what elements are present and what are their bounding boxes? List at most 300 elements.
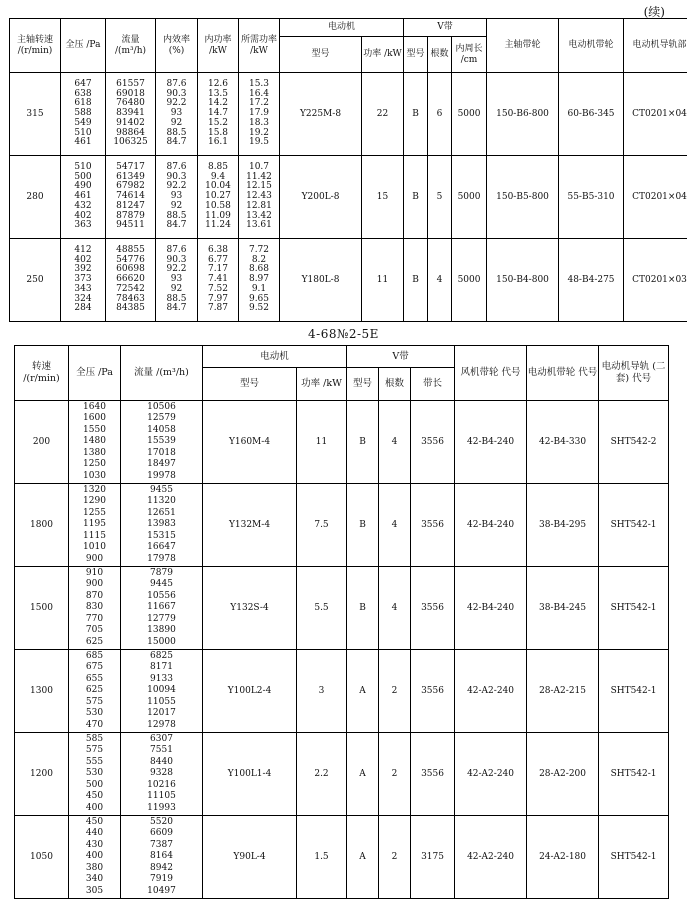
pressure-cell-value: 373 xyxy=(74,274,92,285)
speed-cell: 1300 xyxy=(15,650,69,733)
table-row xyxy=(15,650,669,733)
required-power-cell-value: 10.7 xyxy=(248,161,270,172)
internal-power-cell-value: 7.52 xyxy=(207,283,229,294)
pressure-cell-value: 1010 xyxy=(83,542,106,553)
pressure-cell-value: 440 xyxy=(85,828,104,839)
internal-power-cell-value: 11.24 xyxy=(205,220,231,231)
flow-cell-value: 7551 xyxy=(150,745,173,756)
continued-label: (续) xyxy=(643,5,665,19)
pressure-cell xyxy=(69,650,121,733)
motor-model-cell: Y200L-8 xyxy=(280,156,362,239)
efficiency-cell-value: 87.6 xyxy=(166,78,187,89)
motor-pulley-cell: 60-B6-345 xyxy=(559,73,624,156)
vbelt-length-cell: 3556 xyxy=(411,733,455,816)
pressure-cell-value: 461 xyxy=(74,137,92,148)
flow-cell-value: 11055 xyxy=(147,696,176,707)
motor-model-cell: Y132S-4 xyxy=(203,567,297,650)
header-speed: 主轴转速 /(r/min) xyxy=(10,19,61,73)
motor-rail-cell: SHT542-1 xyxy=(599,567,669,650)
efficiency-cell-value: 92 xyxy=(170,283,183,294)
motor-rail-cell: CT0201×04 xyxy=(624,73,687,156)
flow-cell xyxy=(121,484,203,567)
pressure-cell-value: 284 xyxy=(74,303,92,314)
motor-rail-cell: SHT542-1 xyxy=(599,650,669,733)
required-power-cell xyxy=(239,156,280,239)
pressure-cell-value: 575 xyxy=(85,745,104,756)
efficiency-cell-value: 93 xyxy=(170,191,183,202)
flow-cell-value: 8164 xyxy=(150,851,173,862)
pressure-cell-value: 770 xyxy=(85,613,104,624)
pressure-cell-value: 705 xyxy=(85,625,104,636)
flow-cell-value: 48855 xyxy=(116,244,145,255)
table-row xyxy=(15,567,669,650)
pressure-cell-value: 470 xyxy=(85,719,104,730)
pressure-cell-value: 432 xyxy=(74,200,92,211)
flow-cell-value: 67982 xyxy=(116,181,145,192)
efficiency-cell xyxy=(156,156,198,239)
flow-cell xyxy=(121,567,203,650)
pressure-cell-value: 1380 xyxy=(83,447,106,458)
motor-power-cell: 15 xyxy=(362,156,404,239)
header-motor-model: 型号 xyxy=(280,37,362,73)
internal-power-cell-value: 13.5 xyxy=(207,88,229,99)
flow-cell-value: 10094 xyxy=(147,685,176,696)
internal-power-cell-value: 10.58 xyxy=(205,200,231,211)
internal-power-cell-value: 7.17 xyxy=(207,264,229,275)
pressure-cell-value: 305 xyxy=(85,885,104,896)
header-flow: 流量 /(m³/h) xyxy=(121,346,203,401)
flow-cell-value: 12779 xyxy=(147,613,176,624)
pressure-cell-value: 870 xyxy=(85,590,104,601)
flow-cell-value: 81247 xyxy=(116,200,145,211)
vbelt-type-cell: B xyxy=(347,401,379,484)
header-speed: 转速 /(r/min) xyxy=(15,346,69,401)
required-power-cell-value: 8.2 xyxy=(251,254,267,265)
spindle-pulley-cell: 150-B4-800 xyxy=(487,239,559,322)
required-power-cell-value: 12.15 xyxy=(246,181,272,192)
flow-cell-value: 12579 xyxy=(147,413,176,424)
vbelt-length-cell: 3556 xyxy=(411,650,455,733)
vbelt-type-cell: A xyxy=(347,733,379,816)
efficiency-cell-value: 92.2 xyxy=(166,264,187,275)
pressure-cell-value: 412 xyxy=(74,244,92,255)
pressure-cell-value: 490 xyxy=(74,181,92,192)
pressure-cell-value: 392 xyxy=(74,264,92,275)
motor-pulley-cell: 38-B4-245 xyxy=(527,567,599,650)
motor-rail-cell: CT0201×04 xyxy=(624,156,687,239)
header-vbelt-length: 内周长 /cm xyxy=(452,37,487,73)
required-power-cell-value: 12.43 xyxy=(246,191,272,202)
header-vbelt-count: 根数 xyxy=(428,37,452,73)
internal-power-cell-value: 6.77 xyxy=(207,254,229,265)
flow-cell-value: 12651 xyxy=(147,507,176,518)
vbelt-type-cell: A xyxy=(347,816,379,899)
pressure-cell-value: 910 xyxy=(85,568,104,579)
pressure-cell-value: 647 xyxy=(74,78,92,89)
pressure-cell-value: 655 xyxy=(85,673,104,684)
flow-cell-value: 76480 xyxy=(116,98,145,109)
speed-cell: 280 xyxy=(10,156,61,239)
required-power-cell-value: 9.65 xyxy=(248,293,270,304)
flow-cell-value: 9133 xyxy=(150,673,173,684)
required-power-cell-value: 19.2 xyxy=(248,127,270,138)
flow-cell-value: 83941 xyxy=(116,108,145,119)
flow-cell-value: 7919 xyxy=(150,874,173,885)
motor-model-cell: Y180L-8 xyxy=(280,239,362,322)
vbelt-type-cell: B xyxy=(347,567,379,650)
pressure-cell-value: 461 xyxy=(74,191,92,202)
pressure-cell-value: 343 xyxy=(74,283,92,294)
vbelt-length-cell: 3556 xyxy=(411,401,455,484)
pressure-cell-value: 400 xyxy=(85,851,104,862)
pressure-cell-value: 510 xyxy=(74,161,92,172)
required-power-cell-value: 9.1 xyxy=(251,283,267,294)
flow-cell-value: 13983 xyxy=(147,519,176,530)
vbelt-count-cell: 4 xyxy=(379,567,411,650)
required-power-cell-value: 16.4 xyxy=(248,88,270,99)
efficiency-cell-value: 88.5 xyxy=(166,127,187,138)
flow-cell-value: 8171 xyxy=(150,662,173,673)
header-pressure: 全压 /Pa xyxy=(69,346,121,401)
pressure-cell-value: 450 xyxy=(85,791,104,802)
flow-cell-value: 13890 xyxy=(147,625,176,636)
vbelt-count-cell: 6 xyxy=(428,73,452,156)
flow-cell-value: 12017 xyxy=(147,708,176,719)
header-flow: 流量 /(m³/h) xyxy=(106,19,156,73)
motor-rail-cell: SHT542-1 xyxy=(599,733,669,816)
fan-spec-table-2 xyxy=(14,345,669,899)
efficiency-cell-value: 84.7 xyxy=(166,137,187,148)
pressure-cell-value: 363 xyxy=(74,220,92,231)
flow-cell-value: 16647 xyxy=(147,542,176,553)
vbelt-count-cell: 4 xyxy=(428,239,452,322)
pressure-cell-value: 575 xyxy=(85,696,104,707)
vbelt-count-cell: 2 xyxy=(379,816,411,899)
flow-cell-value: 10506 xyxy=(147,402,176,413)
motor-power-cell: 22 xyxy=(362,73,404,156)
flow-cell-value: 9455 xyxy=(150,485,173,496)
table-row xyxy=(15,733,669,816)
internal-power-cell xyxy=(198,239,239,322)
speed-cell: 250 xyxy=(10,239,61,322)
flow-cell xyxy=(106,239,156,322)
pressure-cell-value: 402 xyxy=(74,210,92,221)
pressure-cell-value: 625 xyxy=(85,636,104,647)
fan-pulley-cell: 42-B4-240 xyxy=(455,484,527,567)
pressure-cell-value: 1550 xyxy=(83,424,106,435)
internal-power-cell-value: 12.6 xyxy=(207,78,229,89)
fan-spec-table-1 xyxy=(9,18,687,322)
efficiency-cell-value: 90.3 xyxy=(166,254,187,265)
table-row xyxy=(10,239,687,322)
pressure-cell-value: 1250 xyxy=(83,459,106,470)
motor-power-cell: 11 xyxy=(362,239,404,322)
vbelt-length-cell: 5000 xyxy=(452,156,487,239)
pressure-cell-value: 625 xyxy=(85,685,104,696)
pressure-cell xyxy=(69,484,121,567)
table-row xyxy=(10,73,687,156)
header-motor-model: 型号 xyxy=(203,368,297,401)
flow-cell-value: 54776 xyxy=(116,254,145,265)
motor-model-cell: Y132M-4 xyxy=(203,484,297,567)
header-motor: 电动机 xyxy=(280,19,404,37)
efficiency-cell-value: 92.2 xyxy=(166,98,187,109)
vbelt-length-cell: 3556 xyxy=(411,484,455,567)
flow-cell xyxy=(106,156,156,239)
flow-cell-value: 72542 xyxy=(116,283,145,294)
motor-model-cell: Y225M-8 xyxy=(280,73,362,156)
vbelt-count-cell: 5 xyxy=(428,156,452,239)
flow-cell-value: 69018 xyxy=(116,88,145,99)
efficiency-cell-value: 93 xyxy=(170,108,183,119)
motor-power-cell: 11 xyxy=(297,401,347,484)
pressure-cell-value: 1255 xyxy=(83,507,106,518)
header-vbelt: V带 xyxy=(404,19,487,37)
internal-power-cell-value: 15.2 xyxy=(207,117,229,128)
flow-cell-value: 60698 xyxy=(116,264,145,275)
efficiency-cell-value: 88.5 xyxy=(166,210,187,221)
internal-power-cell-value: 9.4 xyxy=(210,171,226,182)
pressure-cell xyxy=(69,733,121,816)
header-efficiency: 内效率 (%) xyxy=(156,19,198,73)
efficiency-cell xyxy=(156,239,198,322)
flow-cell-value: 14058 xyxy=(147,424,176,435)
pressure-cell-value: 500 xyxy=(85,779,104,790)
flow-cell xyxy=(121,401,203,484)
vbelt-type-cell: B xyxy=(404,239,428,322)
header-vbelt-count: 根数 xyxy=(379,368,411,401)
flow-cell-value: 61349 xyxy=(116,171,145,182)
required-power-cell-value: 8.68 xyxy=(248,264,270,275)
efficiency-cell-value: 90.3 xyxy=(166,171,187,182)
pressure-cell-value: 588 xyxy=(74,108,92,119)
header-spindle-pulley: 主轴带轮 xyxy=(487,19,559,73)
flow-cell-value: 94511 xyxy=(116,220,145,231)
header-motor-rail: 电动机导轨 (二套) 代号 xyxy=(599,346,669,401)
flow-cell-value: 17018 xyxy=(147,447,176,458)
efficiency-cell-value: 87.6 xyxy=(166,161,187,172)
header-vbelt-type: 型号 xyxy=(404,37,428,73)
motor-pulley-cell: 28-A2-215 xyxy=(527,650,599,733)
motor-pulley-cell: 42-B4-330 xyxy=(527,401,599,484)
flow-cell-value: 8942 xyxy=(150,862,173,873)
speed-cell: 1200 xyxy=(15,733,69,816)
internal-power-cell-value: 14.2 xyxy=(207,98,229,109)
efficiency-cell-value: 93 xyxy=(170,274,183,285)
header-vbelt: V带 xyxy=(347,346,455,368)
pressure-cell xyxy=(69,567,121,650)
header-motor: 电动机 xyxy=(203,346,347,368)
table-row xyxy=(15,484,669,567)
pressure-cell-value: 430 xyxy=(85,839,104,850)
flow-cell-value: 18497 xyxy=(147,459,176,470)
motor-rail-cell: SHT542-2 xyxy=(599,401,669,484)
pressure-cell-value: 380 xyxy=(85,862,104,873)
internal-power-cell-value: 8.85 xyxy=(207,161,229,172)
required-power-cell xyxy=(239,239,280,322)
pressure-cell-value: 510 xyxy=(74,127,92,138)
efficiency-cell-value: 88.5 xyxy=(166,293,187,304)
pressure-cell-value: 900 xyxy=(85,553,104,564)
internal-power-cell-value: 6.38 xyxy=(207,244,229,255)
flow-cell-value: 19978 xyxy=(147,470,176,481)
flow-cell-value: 11105 xyxy=(147,791,176,802)
pressure-cell-value: 900 xyxy=(85,579,104,590)
table-row xyxy=(15,401,669,484)
motor-pulley-cell: 24-A2-180 xyxy=(527,816,599,899)
internal-power-cell-value: 11.09 xyxy=(205,210,231,221)
internal-power-cell-value: 10.04 xyxy=(205,181,231,192)
pressure-cell-value: 585 xyxy=(85,734,104,745)
spindle-pulley-cell: 150-B5-800 xyxy=(487,156,559,239)
internal-power-cell xyxy=(198,73,239,156)
flow-cell-value: 91402 xyxy=(116,117,145,128)
motor-pulley-cell: 55-B5-310 xyxy=(559,156,624,239)
pressure-cell-value: 675 xyxy=(85,662,104,673)
motor-rail-cell: SHT542-1 xyxy=(599,816,669,899)
flow-cell-value: 10497 xyxy=(147,885,176,896)
flow-cell-value: 61557 xyxy=(116,78,145,89)
header-required-power: 所需功率 /kW xyxy=(239,19,280,73)
vbelt-length-cell: 3556 xyxy=(411,567,455,650)
flow-cell-value: 6609 xyxy=(150,828,173,839)
efficiency-cell-value: 92 xyxy=(170,117,183,128)
speed-cell: 1500 xyxy=(15,567,69,650)
table-row xyxy=(15,816,669,899)
required-power-cell-value: 19.5 xyxy=(248,137,270,148)
header-pressure: 全压 /Pa xyxy=(61,19,106,73)
pressure-cell-value: 1320 xyxy=(83,485,106,496)
header-motor-power: 功率 /kW xyxy=(297,368,347,401)
flow-cell-value: 9445 xyxy=(150,579,173,590)
efficiency-cell-value: 92.2 xyxy=(166,181,187,192)
header-motor-power: 功率 /kW xyxy=(362,37,404,73)
vbelt-length-cell: 3175 xyxy=(411,816,455,899)
pressure-cell-value: 340 xyxy=(85,874,104,885)
table1-body xyxy=(10,73,687,322)
pressure-cell-value: 1480 xyxy=(83,436,106,447)
pressure-cell-value: 555 xyxy=(85,756,104,767)
internal-power-cell-value: 7.41 xyxy=(207,274,229,285)
vbelt-type-cell: A xyxy=(347,650,379,733)
pressure-cell xyxy=(69,816,121,899)
vbelt-type-cell: B xyxy=(404,156,428,239)
pressure-cell-value: 530 xyxy=(85,708,104,719)
flow-cell-value: 11993 xyxy=(147,802,176,813)
flow-cell xyxy=(121,650,203,733)
pressure-cell-value: 1640 xyxy=(83,402,106,413)
flow-cell-value: 78463 xyxy=(116,293,145,304)
header-vbelt-type: 型号 xyxy=(347,368,379,401)
pressure-cell-value: 450 xyxy=(85,817,104,828)
vbelt-type-cell: B xyxy=(404,73,428,156)
pressure-cell xyxy=(61,73,106,156)
pressure-cell-value: 400 xyxy=(85,802,104,813)
efficiency-cell-value: 92 xyxy=(170,200,183,211)
efficiency-cell-value: 87.6 xyxy=(166,244,187,255)
flow-cell-value: 84385 xyxy=(116,303,145,314)
pressure-cell-value: 638 xyxy=(74,88,92,99)
pressure-cell-value: 402 xyxy=(74,254,92,265)
speed-cell: 315 xyxy=(10,73,61,156)
flow-cell-value: 87879 xyxy=(116,210,145,221)
flow-cell-value: 15000 xyxy=(147,636,176,647)
required-power-cell-value: 13.61 xyxy=(246,220,272,231)
speed-cell: 1050 xyxy=(15,816,69,899)
table2-title: 4-68№2-5E xyxy=(308,327,379,341)
internal-power-cell-value: 14.7 xyxy=(207,108,229,119)
flow-cell xyxy=(121,816,203,899)
internal-power-cell-value: 10.27 xyxy=(205,191,231,202)
header-motor-pulley: 电动机带轮 代号 xyxy=(527,346,599,401)
flow-cell-value: 8440 xyxy=(150,756,173,767)
required-power-cell-value: 17.2 xyxy=(248,98,270,109)
flow-cell-value: 10556 xyxy=(147,590,176,601)
internal-power-cell-value: 7.87 xyxy=(207,303,229,314)
fan-pulley-cell: 42-A2-240 xyxy=(455,816,527,899)
motor-pulley-cell: 48-B4-275 xyxy=(559,239,624,322)
pressure-cell-value: 1115 xyxy=(83,530,106,541)
motor-model-cell: Y100L1-4 xyxy=(203,733,297,816)
pressure-cell xyxy=(61,156,106,239)
pressure-cell-value: 685 xyxy=(85,651,104,662)
required-power-cell-value: 7.72 xyxy=(248,244,270,255)
flow-cell-value: 106325 xyxy=(113,137,148,148)
required-power-cell-value: 18.3 xyxy=(248,117,270,128)
flow-cell-value: 12978 xyxy=(147,719,176,730)
internal-power-cell-value: 16.1 xyxy=(207,137,229,148)
fan-pulley-cell: 42-A2-240 xyxy=(455,733,527,816)
vbelt-type-cell: B xyxy=(347,484,379,567)
speed-cell: 200 xyxy=(15,401,69,484)
flow-cell-value: 66620 xyxy=(116,274,145,285)
vbelt-length-cell: 5000 xyxy=(452,239,487,322)
vbelt-count-cell: 4 xyxy=(379,401,411,484)
flow-cell-value: 74614 xyxy=(116,191,145,202)
pressure-cell-value: 530 xyxy=(85,768,104,779)
internal-power-cell-value: 7.97 xyxy=(207,293,229,304)
motor-rail-cell: CT0201×03 xyxy=(624,239,687,322)
required-power-cell-value: 9.52 xyxy=(248,303,270,314)
flow-cell-value: 15539 xyxy=(147,436,176,447)
motor-power-cell: 2.2 xyxy=(297,733,347,816)
motor-power-cell: 1.5 xyxy=(297,816,347,899)
flow-cell-value: 10216 xyxy=(147,779,176,790)
internal-power-cell xyxy=(198,156,239,239)
motor-pulley-cell: 28-A2-200 xyxy=(527,733,599,816)
motor-model-cell: Y90L-4 xyxy=(203,816,297,899)
required-power-cell-value: 12.81 xyxy=(246,200,272,211)
flow-cell-value: 7879 xyxy=(150,568,173,579)
flow-cell-value: 6825 xyxy=(150,651,173,662)
header-fan-pulley: 风机带轮 代号 xyxy=(455,346,527,401)
required-power-cell-value: 8.97 xyxy=(248,274,270,285)
flow-cell-value: 11320 xyxy=(147,496,176,507)
pressure-cell-value: 1030 xyxy=(83,470,106,481)
flow-cell xyxy=(106,73,156,156)
efficiency-cell xyxy=(156,73,198,156)
speed-cell: 1800 xyxy=(15,484,69,567)
vbelt-count-cell: 4 xyxy=(379,484,411,567)
spindle-pulley-cell: 150-B6-800 xyxy=(487,73,559,156)
vbelt-count-cell: 2 xyxy=(379,733,411,816)
motor-power-cell: 7.5 xyxy=(297,484,347,567)
header-vbelt-length: 带长 xyxy=(411,368,455,401)
pressure-cell-value: 1195 xyxy=(83,519,106,530)
pressure-cell-value: 1600 xyxy=(83,413,106,424)
efficiency-cell-value: 84.7 xyxy=(166,303,187,314)
flow-cell-value: 17978 xyxy=(147,553,176,564)
